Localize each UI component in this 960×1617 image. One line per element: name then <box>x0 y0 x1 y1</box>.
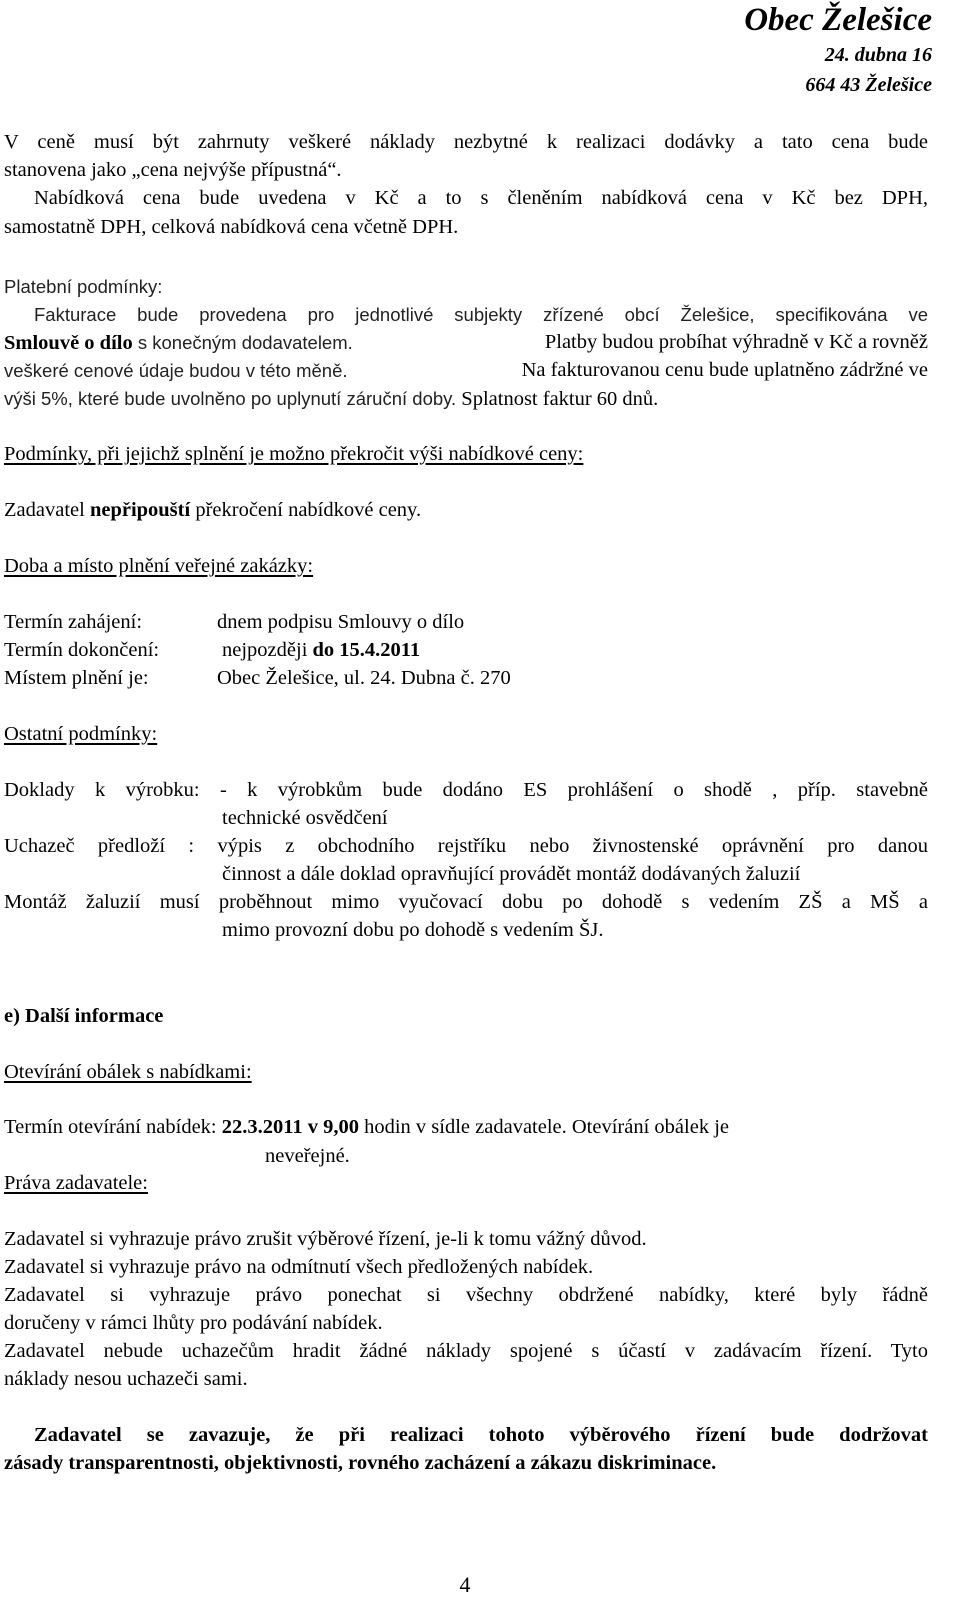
opening-post: hodin v sídle zadavatele. Otevírání obálek je <box>358 1116 729 1138</box>
section-e-heading: e) Další informace <box>4 1005 164 1027</box>
place-heading: Doba a místo plnění veřejné zakázky: <box>4 555 314 577</box>
page-number: 4 <box>459 1572 471 1597</box>
end-label: Termín dokončení: <box>4 639 160 661</box>
other-heading: Ostatní podmínky: <box>4 723 158 745</box>
bidder-line-1: Uchazeč předloží : výpis z obchodního rejstříku nebo živnostenské oprávnění pro danou <box>4 835 928 857</box>
payment-line-3 <box>4 356 928 385</box>
final-line-2: zásady transparentnosti, objektivnosti, rovného zacházení a zákazu diskriminace. <box>4 1452 717 1474</box>
price-line-1: V ceně musí být zahrnuty veškeré náklady nezbytné k realizaci dodávky a tato cena bude <box>4 131 928 153</box>
payment-line-4 <box>4 384 658 415</box>
price-line-2: stanovena jako „cena nejvýše přípustná“. <box>4 159 342 181</box>
opening-line-2: neveřejné. <box>265 1145 350 1167</box>
payment-heading: Platební podmínky: <box>4 276 163 297</box>
rights-3b: doručeny v rámci lhůty pro podávání nabídek. <box>4 1312 383 1334</box>
contract-bold: Smlouvě o dílo <box>4 332 133 354</box>
payment-line-2-rest: s konečným dodavatelem. <box>132 332 353 353</box>
overrun-bold: nepřipouští <box>89 499 191 521</box>
bidder-line-2: činnost a dále doklad opravňující provádět montáž dodávaných žaluzií <box>222 863 801 885</box>
mount-line-1: Montáž žaluzií musí proběhnout mimo vyučovací dobu po dohodě s vedením ZŠ a MŠ a <box>4 891 928 913</box>
rights-4b: náklady nesou uchazeči sami. <box>4 1368 248 1390</box>
final-line-1: Zadavatel se zavazuje, že při realizaci tohoto výběrového řízení bude dodržovat <box>34 1424 928 1446</box>
price-line-3: Nabídková cena bude uvedena v Kč a to s členěním nabídková cena v Kč bez DPH, <box>34 187 928 209</box>
overrun-text <box>4 496 421 525</box>
payment-line-4-sans: výši 5%, které bude uvolněno po uplynutí záruční doby. <box>4 388 457 409</box>
header-street: 24. dubna 16 <box>824 44 932 66</box>
end-value-bold: do 15.4.2011 <box>312 639 421 661</box>
rights-heading: Práva zadavatele: <box>4 1172 148 1194</box>
opening-heading: Otevírání obálek s nabídkami: <box>4 1061 252 1083</box>
payment-line-2-serif: Platby budou probíhat výhradně v Kč a rovněž <box>544 331 928 353</box>
docs-line-1: Doklady k výrobku: - k výrobkům bude dodáno ES prohlášení o shodě , příp. stavebně <box>4 779 928 801</box>
rights-4a: Zadavatel nebude uchazečům hradit žádné náklady spojené s účastí v zadávacím řízení. Tyto <box>4 1340 928 1362</box>
mount-line-2: mimo provozní dobu po dohodě s vedením ŠJ. <box>222 919 604 941</box>
payment-line-3-sans: veškeré cenové údaje budou v této měně. <box>4 360 348 381</box>
where-value: Obec Želešice, ul. 24. Dubna č. 270 <box>217 667 511 689</box>
opening-line-1 <box>4 1113 729 1142</box>
payment-line-2 <box>4 328 928 359</box>
payment-line-4-serif: Splatnost faktur 60 dnů. <box>456 388 659 410</box>
payment-line-1: Fakturace bude provedena pro jednotlivé subjekty zřízené obcí Želešice, specifikována ve <box>34 304 928 325</box>
rights-2: Zadavatel si vyhrazuje právo na odmítnutí všech předložených nabídek. <box>4 1256 594 1278</box>
docs-line-2: technické osvědčení <box>222 807 388 829</box>
overrun-post: překročení nabídkové ceny. <box>190 499 422 521</box>
header-city: 664 43 Želešice <box>805 74 932 96</box>
overrun-pre: Zadavatel <box>4 499 90 521</box>
end-value <box>222 636 420 665</box>
opening-bold: 22.3.2011 v 9,00 <box>221 1116 359 1138</box>
price-line-4: samostatně DPH, celková nabídková cena včetně DPH. <box>4 216 459 238</box>
end-value-pre: nejpozději <box>222 639 313 661</box>
start-value: dnem podpisu Smlouvy o dílo <box>217 611 465 633</box>
rights-3a: Zadavatel si vyhrazuje právo ponechat si všechny obdržené nabídky, které byly řádně <box>4 1284 928 1306</box>
overrun-heading: Podmínky, při jejichž splnění je možno překročit výši nabídkové ceny: <box>4 443 584 465</box>
header-org-name: Obec Želešice <box>744 2 932 38</box>
where-label: Místem plnění je: <box>4 667 149 689</box>
start-label: Termín zahájení: <box>4 611 143 633</box>
rights-1: Zadavatel si vyhrazuje právo zrušit výběrové řízení, je-li k tomu vážný důvod. <box>4 1228 647 1250</box>
payment-line-3-serif: Na fakturovanou cenu bude uplatněno zádržné ve <box>521 359 928 381</box>
opening-pre: Termín otevírání nabídek: <box>4 1116 222 1138</box>
